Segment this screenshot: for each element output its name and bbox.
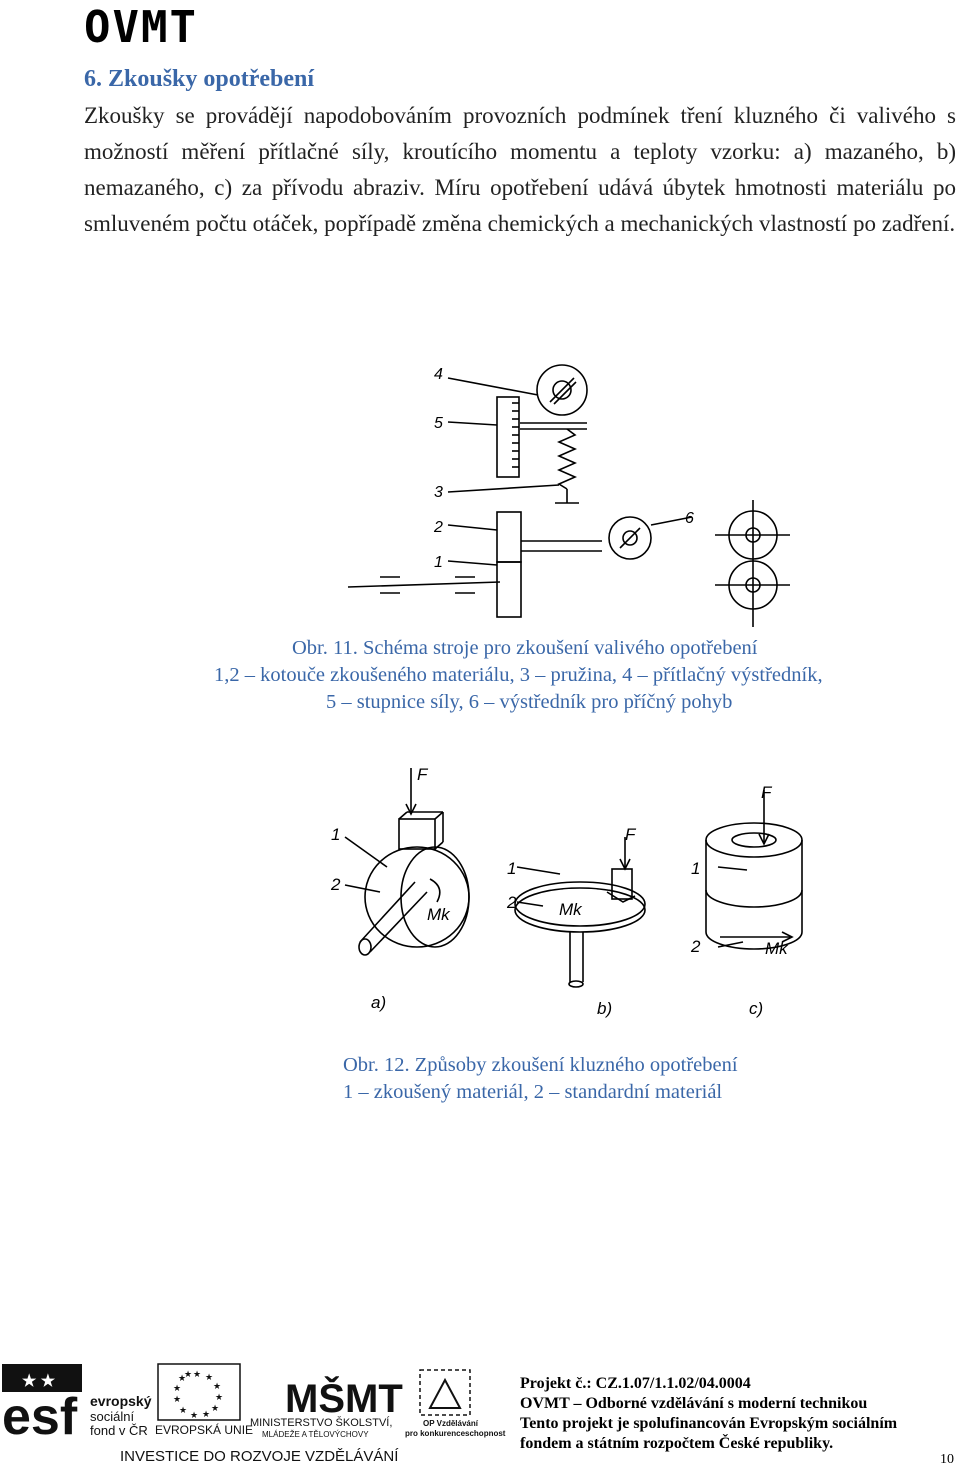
svg-text:★: ★ [173, 1383, 182, 1393]
svg-text:★ ★: ★ ★ [22, 1373, 56, 1390]
svg-text:MLÁDEŽE A TĚLOVÝCHOVY: MLÁDEŽE A TĚLOVÝCHOVY [262, 1430, 369, 1439]
moment-label-a: Mk [427, 905, 450, 924]
subfigure-b-label: b) [597, 999, 613, 1018]
esf-logo [2, 1364, 152, 1446]
project-info [520, 1374, 897, 1454]
section-paragraph: Zkoušky se provádějí napodobováním provozních podmínek tření kluzného či valivého s možností měření přítlačné síly, kroutícího momentu a teploty vzorku: a) mazaného, b) nemazaného, c) za přívodu abraziv. Míru opotřebení udává úbytek hmotnosti materiálu po smluveném počtu otáček, popřípadě změna chemických a mechanických vlastností po zadření. [84, 103, 956, 236]
svg-text:MINISTERSTVO ŠKOLSTVÍ,: MINISTERSTVO ŠKOLSTVÍ, [250, 1417, 393, 1429]
funding-logos [0, 1360, 510, 1470]
rolling-wear-machine-diagram [340, 355, 800, 630]
subfigure-a-label: a) [371, 993, 387, 1012]
section-title: 6. Zkoušky opotřebení [84, 66, 315, 92]
label-4: 4 [434, 366, 443, 383]
label-1-b: 1 [507, 859, 517, 878]
svg-text:EVROPSKÁ UNIE: EVROPSKÁ UNIE [155, 1423, 254, 1437]
sliding-wear-methods-diagram [325, 762, 815, 1024]
page-number: 10 [940, 1452, 954, 1467]
subfigure-c-label: c) [749, 999, 764, 1018]
figure12-caption-line2: 1 – zkoušený materiál, 2 – standardní materiál [343, 1081, 723, 1103]
svg-text:★: ★ [178, 1373, 187, 1383]
svg-text:fond v ČR: fond v ČR [90, 1423, 148, 1438]
svg-text:MŠMT: MŠMT [285, 1377, 403, 1421]
force-label-a: F [417, 765, 428, 784]
svg-text:★: ★ [211, 1403, 220, 1413]
figure11-caption-line2: 1,2 – kotouče zkoušeného materiálu, 3 – pružina, 4 – přítlačný výstředník, [214, 664, 823, 686]
svg-text:★: ★ [215, 1392, 224, 1402]
label-2-b: 2 [507, 893, 517, 912]
moment-label-c: Mk [765, 939, 788, 958]
figure12-caption-line1: Obr. 12. Způsoby zkoušení kluzného opotřebení [343, 1054, 738, 1076]
label-1-c: 1 [691, 859, 701, 878]
project-line-2: OVMT – Odborné vzdělávání s moderní technikou [520, 1395, 868, 1412]
svg-text:★: ★ [213, 1381, 222, 1391]
svg-text:sociální: sociální [90, 1409, 135, 1424]
project-line-1: Projekt č.: CZ.1.07/1.1.02/04.0004 [520, 1375, 751, 1392]
label-2: 2 [434, 519, 443, 536]
svg-text:esf: esf [2, 1388, 78, 1446]
svg-text:pro konkurenceschopnost: pro konkurenceschopnost [405, 1429, 506, 1438]
eu-logo [155, 1364, 253, 1437]
svg-text:★: ★ [173, 1394, 182, 1404]
label-2-c: 2 [691, 937, 701, 956]
svg-text:★: ★ [205, 1372, 214, 1382]
label-3: 3 [434, 484, 443, 501]
msmt-logo [250, 1375, 403, 1439]
figure11-caption-line1: Obr. 11. Schéma stroje pro zkoušení valivého opotřebení [292, 637, 758, 659]
svg-text:★: ★ [193, 1369, 202, 1379]
svg-text:OP Vzdělávání: OP Vzdělávání [423, 1419, 478, 1428]
project-line-3: Tento projekt je spolufinancován Evropským sociálním [520, 1415, 898, 1432]
svg-text:evropský: evropský [90, 1393, 152, 1409]
label-2-a: 2 [331, 875, 341, 894]
label-5: 5 [434, 415, 443, 432]
label-1-a: 1 [331, 825, 341, 844]
ovmt-logo: OVMT [84, 2, 198, 53]
svg-text:★: ★ [179, 1405, 188, 1415]
op-vzdelavani-logo [405, 1370, 506, 1438]
force-label-b: F [625, 825, 636, 844]
force-label-c: F [761, 783, 772, 802]
moment-label-b: Mk [559, 900, 582, 919]
investice-slogan: INVESTICE DO ROZVOJE VZDĚLÁVÁNÍ [120, 1448, 399, 1465]
label-6: 6 [685, 510, 694, 527]
svg-text:★: ★ [202, 1409, 211, 1419]
label-1: 1 [434, 554, 443, 571]
svg-text:★: ★ [190, 1410, 199, 1420]
svg-text:★: ★ [184, 1369, 193, 1379]
project-line-4: fondem a státním rozpočtem České republiky. [520, 1435, 834, 1452]
figure11-caption-line3: 5 – stupnice síly, 6 – výstředník pro příčný pohyb [326, 691, 733, 713]
